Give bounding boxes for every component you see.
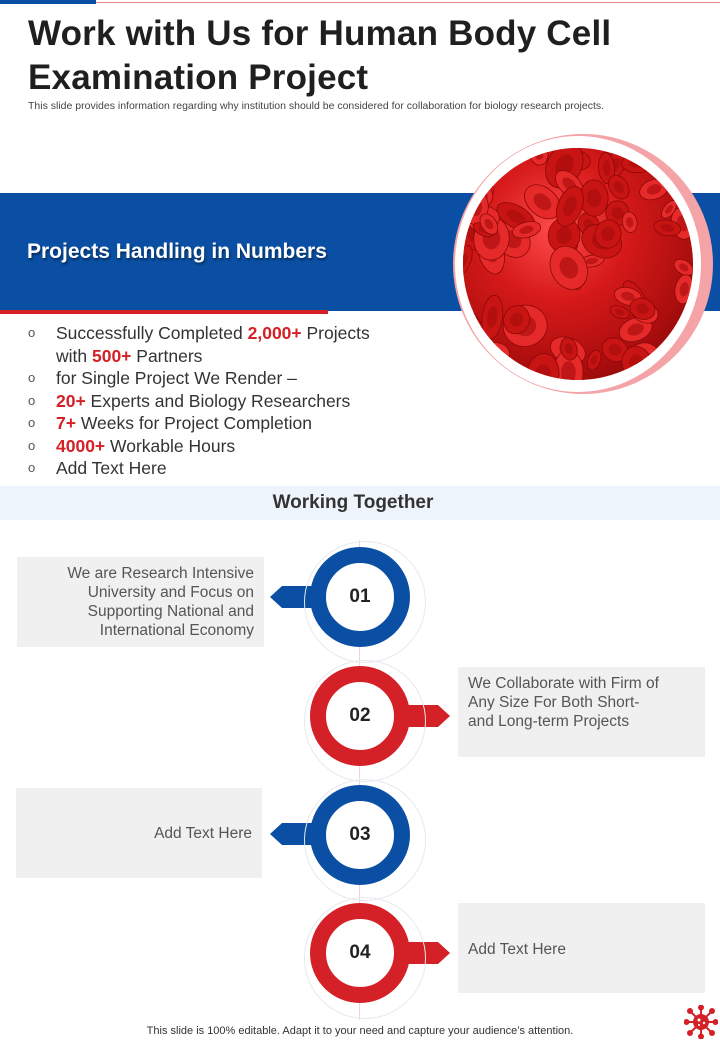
bullet-marker: o xyxy=(28,415,36,430)
stat-text: Partners xyxy=(131,345,203,366)
blood-cell xyxy=(480,294,506,340)
page-subtitle: This slide provides information regarding why institution should be considered for collaboration for biology research projects. xyxy=(28,100,605,112)
list-item xyxy=(28,412,448,435)
top-accent-red xyxy=(96,2,720,3)
list-item xyxy=(28,367,448,390)
step-02-number: 02 xyxy=(349,705,371,726)
step-03-marker xyxy=(310,785,430,905)
footer-note: This slide is 100% editable. Adapt it to your need and capture your audience’s attention. xyxy=(146,1025,574,1037)
bullet-marker: o xyxy=(28,460,36,475)
list-item xyxy=(28,435,448,458)
list-item xyxy=(28,390,448,413)
virus-icon xyxy=(684,1005,718,1039)
step-02-textbox xyxy=(458,667,705,757)
step-02-marker xyxy=(310,666,430,786)
stat-text: for Single Project We Render – xyxy=(56,368,297,388)
step-03-text: Add Text Here xyxy=(154,825,252,842)
step-04-text: Add Text Here xyxy=(468,941,566,958)
stat-text: Projects xyxy=(301,323,370,343)
step-04-textbox xyxy=(458,903,705,993)
list-item xyxy=(28,345,448,368)
working-together-heading: Working Together xyxy=(272,492,434,513)
page-title: Work with Us for Human Body Cell Examination Project xyxy=(28,14,612,97)
banner-red-underline xyxy=(0,310,328,314)
stat-highlight: 7+ xyxy=(56,413,76,433)
step-02-text: We Collaborate with Firm of Any Size For Both Short- and Long-term Projects xyxy=(468,675,659,730)
stat-text: Workable Hours xyxy=(105,435,236,456)
blood-cell xyxy=(585,348,604,372)
blood-cell xyxy=(608,303,631,321)
stat-highlight: 20+ xyxy=(56,390,86,411)
step-01-number: 01 xyxy=(349,586,371,607)
step-04-number: 04 xyxy=(349,942,371,963)
stat-text: Add Text Here xyxy=(56,458,167,478)
step-01-textbox xyxy=(17,557,264,647)
projects-stats-list xyxy=(28,322,448,480)
bullet-marker: o xyxy=(28,370,36,385)
list-item xyxy=(28,322,448,345)
projects-heading: Projects Handling in Numbers xyxy=(27,240,327,263)
bullet-marker: o xyxy=(28,392,36,408)
stat-text: Experts and Biology Researchers xyxy=(85,390,351,411)
red-blood-cells-image xyxy=(463,148,693,380)
blood-cell xyxy=(673,273,693,305)
stat-text: Successfully Completed xyxy=(56,323,248,343)
step-04-marker xyxy=(310,903,430,1023)
step-03-textbox xyxy=(16,788,262,878)
blood-cell xyxy=(622,154,653,172)
stat-highlight: 500+ xyxy=(91,345,132,366)
stat-highlight: 2,000+ xyxy=(247,323,302,343)
step-01-text: We are Research Intensive University and Focus on Supporting National and International Economy xyxy=(67,565,254,639)
stat-text: with xyxy=(56,345,92,366)
step-03-number: 03 xyxy=(349,824,371,845)
bullet-marker: o xyxy=(28,437,36,453)
bullet-marker: o xyxy=(28,325,36,340)
list-item xyxy=(28,457,448,480)
step-01-marker xyxy=(310,547,430,667)
stat-text: Weeks for Project Completion xyxy=(75,413,312,433)
stat-highlight: 4000+ xyxy=(56,435,106,456)
top-accent-blue xyxy=(0,0,96,4)
